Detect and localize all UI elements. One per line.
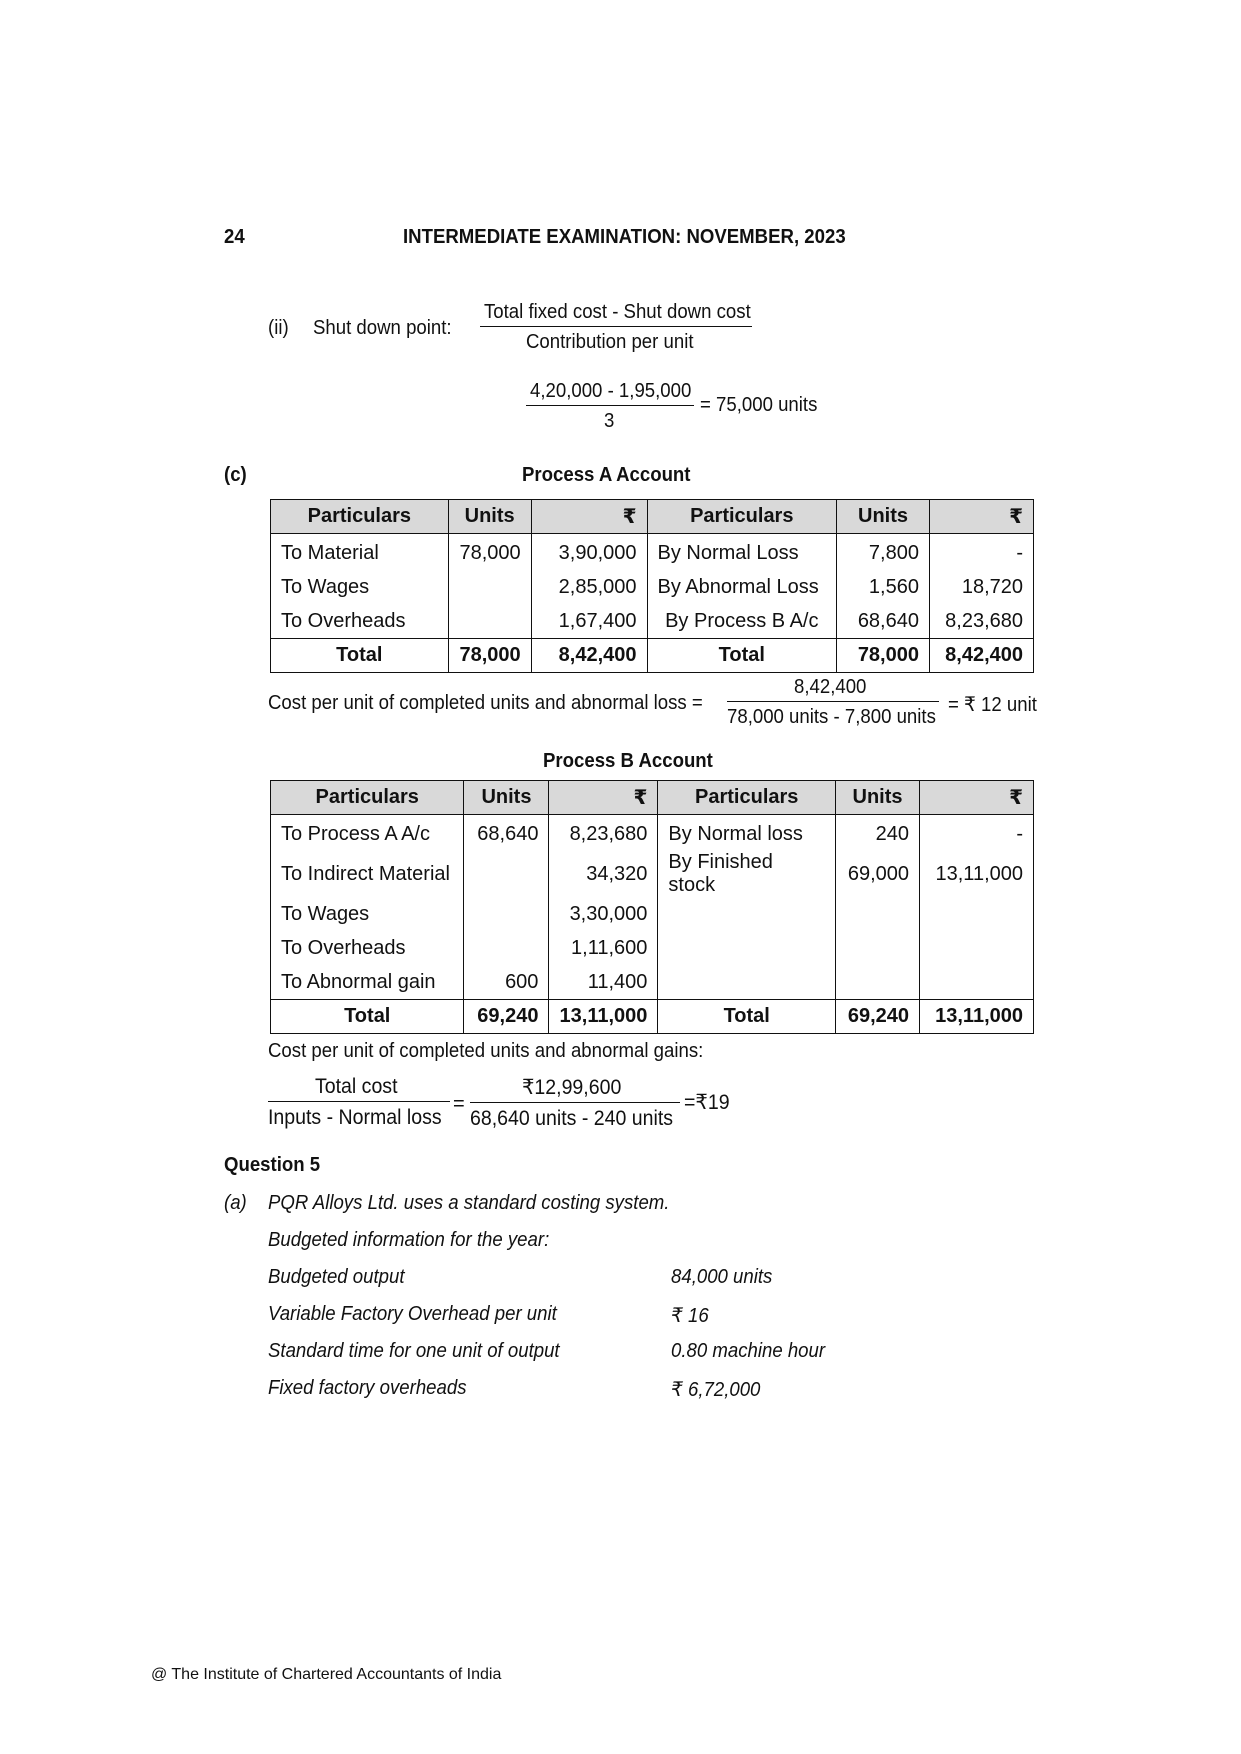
page-header-title: INTERMEDIATE EXAMINATION: NOVEMBER, 2023 (403, 226, 846, 248)
table-cell: To Wages (271, 897, 464, 931)
table-row (271, 931, 1034, 965)
table-cell: To Material (271, 534, 449, 571)
table-cell: 1,67,400 (531, 604, 647, 639)
table-cell: By Process B A/c (647, 604, 837, 639)
budget-item-label: Variable Factory Overhead per unit (268, 1303, 557, 1325)
table-cell (920, 965, 1034, 1000)
table-cell: 7,800 (837, 534, 930, 571)
table-cell (658, 931, 836, 965)
table-cell (836, 931, 920, 965)
cost-b-equals: = (453, 1093, 465, 1115)
cost-b-formula-denominator: Inputs - Normal loss (268, 1106, 442, 1129)
process-b-table (270, 780, 1034, 1034)
table-cell: By Normal Loss (647, 534, 837, 571)
shutdown-label: Shut down point: (313, 317, 452, 339)
table-row (271, 534, 1034, 571)
table-cell: - (929, 534, 1033, 571)
table-cell: 69,240 (464, 1000, 549, 1034)
table-cell: 2,85,000 (531, 570, 647, 604)
table-cell: 13,11,000 (549, 1000, 658, 1034)
column-header: Units (837, 500, 930, 534)
cost-a-label: Cost per unit of completed units and abnormal loss = (268, 692, 703, 714)
column-header: Units (836, 781, 920, 815)
table-cell: 8,23,680 (549, 815, 658, 852)
table-cell (658, 965, 836, 1000)
budget-item-label: Fixed factory overheads (268, 1377, 467, 1399)
page-number: 24 (224, 226, 245, 248)
table-cell: Total (647, 639, 837, 673)
column-header: ₹ (929, 500, 1033, 534)
table-cell: 18,720 (929, 570, 1033, 604)
section-c-label: (c) (224, 464, 247, 486)
table-row (271, 604, 1034, 639)
table-cell: 3,30,000 (549, 897, 658, 931)
table-cell: 68,640 (837, 604, 930, 639)
table-cell: 1,11,600 (549, 931, 658, 965)
column-header: Particulars (658, 781, 836, 815)
table-cell: By Finished stock (658, 851, 836, 897)
shutdown-calc-denominator: 3 (604, 410, 615, 432)
question-subheading: Budgeted information for the year: (268, 1229, 550, 1251)
cost-b-calc-denominator: 68,640 units - 240 units (470, 1107, 674, 1130)
table-cell: 78,000 (448, 534, 531, 571)
table-cell: To Wages (271, 570, 449, 604)
table-header-row (271, 500, 1034, 534)
budget-item-value: 84,000 units (671, 1266, 773, 1288)
cost-b-calculation (470, 1075, 680, 1131)
column-header: Particulars (271, 781, 464, 815)
process-a-table (270, 499, 1034, 673)
question-intro: PQR Alloys Ltd. uses a standard costing system. (268, 1192, 670, 1214)
table-cell (464, 931, 549, 965)
table-cell (836, 897, 920, 931)
table-cell: 69,000 (836, 851, 920, 897)
shutdown-formula-numerator: Total fixed cost - Shut down cost (480, 301, 752, 327)
column-header: ₹ (920, 781, 1034, 815)
table-cell: 1,560 (837, 570, 930, 604)
table-cell: 11,400 (549, 965, 658, 1000)
table-cell: 8,23,680 (929, 604, 1033, 639)
cost-b-result: =₹19 (684, 1091, 730, 1114)
table-cell (464, 897, 549, 931)
table-row (271, 965, 1034, 1000)
table-cell: 240 (836, 815, 920, 852)
table-cell: Total (658, 1000, 836, 1034)
table-cell (836, 965, 920, 1000)
table-cell: 13,11,000 (920, 1000, 1034, 1034)
table-cell: 600 (464, 965, 549, 1000)
cost-a-numerator: 8,42,400 (727, 676, 939, 702)
table-cell: 34,320 (549, 851, 658, 897)
column-header: ₹ (549, 781, 658, 815)
table-cell: - (920, 815, 1034, 852)
table-row (271, 570, 1034, 604)
budget-item-value: 0.80 machine hour (671, 1340, 826, 1362)
cost-b-formula-numerator: Total cost (268, 1075, 450, 1102)
table-cell: 8,42,400 (531, 639, 647, 673)
cost-a-denominator: 78,000 units - 7,800 units (727, 706, 936, 728)
table-cell (920, 931, 1034, 965)
table-cell: To Overheads (271, 604, 449, 639)
column-header: Units (464, 781, 549, 815)
shutdown-result: = 75,000 units (700, 394, 818, 416)
cost-a-fraction (727, 676, 939, 729)
column-header: ₹ (531, 500, 647, 534)
table-cell (464, 851, 549, 897)
shutdown-calc-numerator: 4,20,000 - 1,95,000 (526, 380, 694, 406)
table-cell (448, 570, 531, 604)
table-total-row (271, 639, 1034, 673)
table-row (271, 851, 1034, 897)
process-a-title: Process A Account (522, 464, 691, 486)
table-cell: 69,240 (836, 1000, 920, 1034)
table-cell: 13,11,000 (920, 851, 1034, 897)
table-cell: 8,42,400 (929, 639, 1033, 673)
table-cell: 68,640 (464, 815, 549, 852)
column-header: Particulars (271, 500, 449, 534)
question-part-label: (a) (224, 1192, 247, 1214)
table-cell (658, 897, 836, 931)
cost-b-calc-numerator: ₹12,99,600 (470, 1075, 680, 1103)
question-heading: Question 5 (224, 1154, 321, 1176)
budget-item-label: Budgeted output (268, 1266, 405, 1288)
table-cell: Total (271, 639, 449, 673)
table-row (271, 897, 1034, 931)
table-cell: To Abnormal gain (271, 965, 464, 1000)
table-cell: 78,000 (448, 639, 531, 673)
table-total-row (271, 1000, 1034, 1034)
column-header: Particulars (647, 500, 837, 534)
table-cell: To Process A A/c (271, 815, 464, 852)
cost-b-label: Cost per unit of completed units and abnormal gains: (268, 1040, 704, 1062)
cost-a-result: = ₹ 12 unit (948, 694, 1037, 716)
shutdown-formula (480, 301, 752, 354)
process-b-title: Process B Account (543, 750, 713, 772)
table-cell (448, 604, 531, 639)
table-cell: 3,90,000 (531, 534, 647, 571)
table-row (271, 815, 1034, 852)
table-cell: By Normal loss (658, 815, 836, 852)
budget-item-value: ₹ 6,72,000 (671, 1379, 761, 1401)
table-cell: To Overheads (271, 931, 464, 965)
shutdown-label-number: (ii) (268, 317, 289, 339)
budget-item-label: Standard time for one unit of output (268, 1340, 560, 1362)
shutdown-formula-denominator: Contribution per unit (525, 331, 694, 353)
cost-b-formula (268, 1075, 450, 1130)
column-header: Units (448, 500, 531, 534)
table-cell: Total (271, 1000, 464, 1034)
page-footer: @ The Institute of Chartered Accountants of India (151, 1666, 502, 1683)
table-cell (920, 897, 1034, 931)
budget-item-value: ₹ 16 (671, 1305, 709, 1327)
table-cell: To Indirect Material (271, 851, 464, 897)
table-header-row (271, 781, 1034, 815)
table-cell: By Abnormal Loss (647, 570, 837, 604)
table-cell: 78,000 (837, 639, 930, 673)
shutdown-calculation (526, 380, 694, 433)
